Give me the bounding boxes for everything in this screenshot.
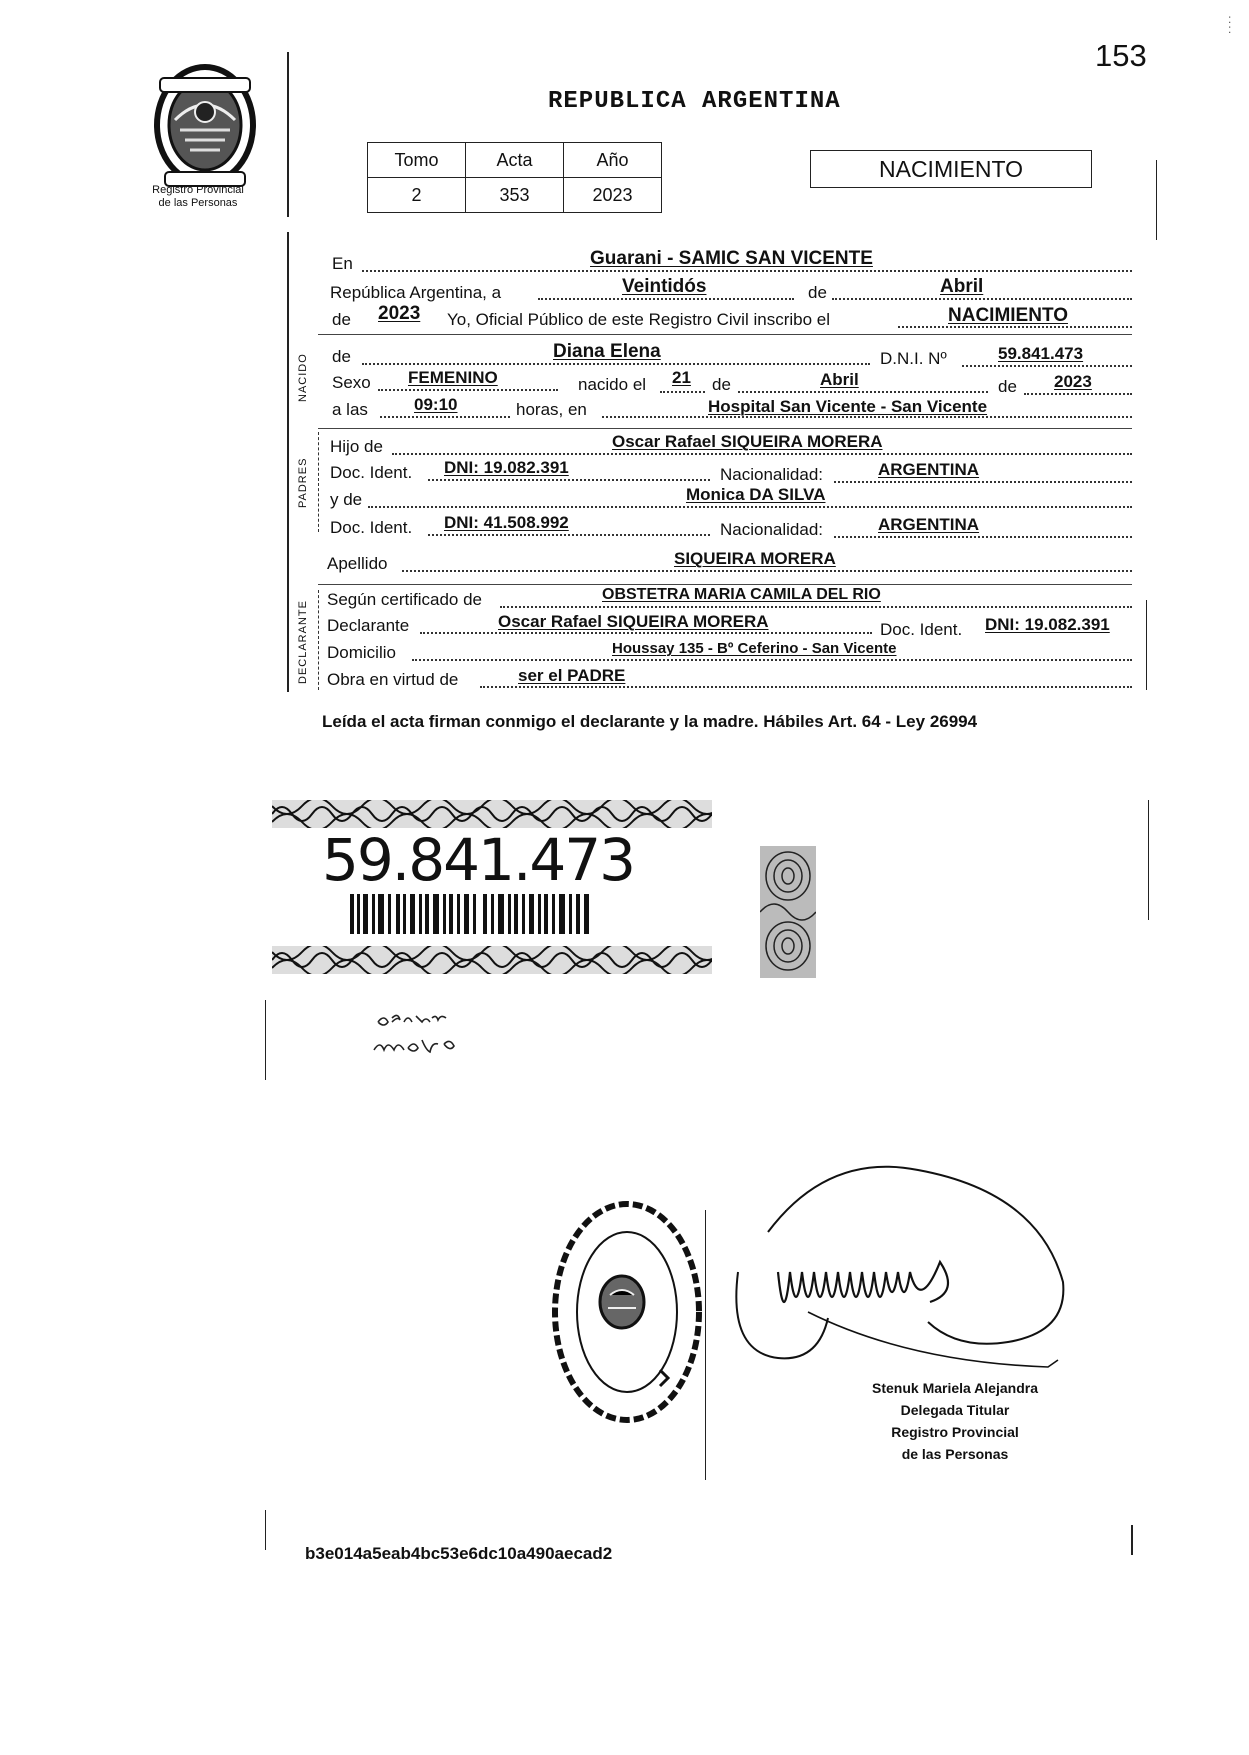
delegate-signature: [708, 1162, 1088, 1382]
corner-marks: : :: [1228, 12, 1232, 36]
hologram-security-mark: [760, 846, 816, 978]
dotted-line: [420, 632, 872, 634]
dotted-line: [1024, 393, 1132, 395]
yde-label: y de: [330, 490, 363, 509]
certificado-value: OBSTETRA MARIA CAMILA DEL RIO: [602, 586, 881, 603]
year-value: 2023: [378, 303, 421, 324]
security-band-top: [272, 800, 712, 828]
legal-note: Leída el acta firman conmigo el declarante y la madre. Hábiles Art. 64 - Ley 26994: [322, 712, 978, 731]
official-stamp: [540, 1190, 715, 1435]
declarante-bracket: [318, 590, 319, 690]
record-header-row: [368, 143, 662, 178]
section-separator: [318, 334, 1132, 335]
dotted-line: [500, 606, 1132, 608]
doc-ident-label: Doc. Ident.: [330, 463, 413, 482]
dotted-line: [380, 416, 510, 418]
dotted-line: [538, 298, 794, 300]
record-table: [367, 142, 662, 213]
padres-bracket: [318, 432, 319, 532]
left-margin-line-bottom: [265, 1510, 266, 1550]
day-value: Veintidós: [622, 276, 707, 297]
dni-label: D.N.I. Nº: [880, 349, 947, 368]
dotted-line: [368, 506, 1132, 508]
declarante-value: Oscar Rafael SIQUEIRA MORERA: [498, 612, 769, 631]
declarante-doc-label: Doc. Ident.: [880, 620, 963, 639]
madre-doc: DNI: 41.508.992: [444, 513, 569, 532]
record-value-tomo: 2: [368, 178, 466, 213]
month-value: Abril: [940, 276, 984, 297]
dotted-line: [362, 270, 1132, 272]
domicilio-value: Houssay 135 - Bº Ceferino - San Vicente: [612, 640, 897, 657]
handwritten-signatures: [372, 1000, 482, 1070]
side-label-padres: PADRES: [297, 457, 309, 508]
horas-en-label: horas, en: [516, 400, 587, 419]
en-label: En: [332, 254, 353, 273]
signature-role: Delegada Titular: [900, 1402, 1010, 1418]
hijo-label: Hijo de: [330, 437, 383, 456]
dotted-line: [412, 659, 1132, 661]
nacionalidad-label: Nacionalidad:: [720, 520, 824, 539]
record-type-box: NACIMIENTO: [810, 150, 1092, 188]
signature-block: [840, 1377, 1070, 1465]
side-label-nacido: NACIDO: [297, 353, 309, 402]
birth-year: 2023: [1054, 372, 1092, 391]
certificado-label: Según certificado de: [327, 590, 482, 609]
obra-value: ser el PADRE: [518, 666, 626, 685]
dotted-line: [962, 365, 1132, 367]
left-margin-line: [287, 52, 289, 217]
padre-value: Oscar Rafael SIQUEIRA MORERA: [612, 432, 883, 451]
name-value: Diana Elena: [553, 341, 661, 362]
right-margin-line-2: [1146, 600, 1147, 690]
left-margin-line-lower: [265, 1000, 266, 1080]
dotted-line: [378, 389, 558, 391]
declarante-label: Declarante: [327, 616, 410, 635]
de2-label: de: [332, 310, 351, 329]
dotted-line: [428, 479, 710, 481]
right-margin-line-3: [1148, 800, 1149, 920]
dotted-line: [834, 536, 1132, 538]
section-separator: [318, 584, 1132, 585]
barcode: [350, 894, 590, 934]
dotted-line: [834, 481, 1132, 483]
birth-day: 21: [672, 368, 691, 387]
apellido-label: Apellido: [327, 554, 388, 573]
side-label-declarante: DECLARANTE: [297, 600, 309, 684]
dotted-line: [392, 453, 1132, 455]
lugar-value: Hospital San Vicente - San Vicente: [708, 397, 988, 416]
a-las-label: a las: [332, 400, 368, 419]
security-band-bottom: [272, 946, 712, 974]
record-value-acta: 353: [466, 178, 564, 213]
dotted-line: [738, 391, 988, 393]
padre-doc: DNI: 19.082.391: [444, 458, 569, 477]
birth-de2-label: de: [998, 377, 1017, 396]
record-value-ano: 2023: [564, 178, 662, 213]
domicilio-label: Domicilio: [327, 643, 396, 662]
padre-nac: ARGENTINA: [878, 460, 980, 479]
sexo-label: Sexo: [332, 373, 371, 392]
dotted-line: [362, 363, 870, 365]
doc-ident-label: Doc. Ident.: [330, 518, 413, 537]
left-margin-line-form: [287, 232, 289, 692]
signature-name: Stenuk Mariela Alejandra: [872, 1380, 1038, 1396]
birth-de-label: de: [712, 375, 731, 394]
record-header-ano: Año: [564, 143, 662, 178]
dotted-line: [832, 298, 1132, 300]
document-hash: b3e014a5eab4bc53e6dc10a490aecad2: [305, 1544, 613, 1563]
document-title: REPUBLICA ARGENTINA: [548, 88, 841, 115]
inscribo-value: NACIMIENTO: [948, 305, 1068, 326]
hora-value: 09:10: [414, 395, 458, 414]
dotted-line: [480, 686, 1132, 688]
en-value: Guarani - SAMIC SAN VICENTE: [590, 248, 873, 269]
security-dni-number: 59.841.473: [322, 826, 635, 894]
nacionalidad-label: Nacionalidad:: [720, 465, 824, 484]
right-margin-line-4: [1131, 1525, 1133, 1555]
republica-label: República Argentina, a: [330, 283, 502, 302]
page-number: 153: [1095, 38, 1147, 73]
signature-org-line1: Registro Provincial: [891, 1424, 1019, 1440]
signature-org-line2: de las Personas: [901, 1446, 1009, 1462]
section-separator: [318, 428, 1132, 429]
record-header-tomo: Tomo: [368, 143, 466, 178]
dotted-line: [660, 391, 705, 393]
de-label: de: [808, 283, 827, 302]
madre-value: Monica DA SILVA: [686, 485, 826, 504]
sexo-value: FEMENINO: [408, 368, 498, 387]
obra-label: Obra en virtud de: [327, 670, 459, 689]
logo-caption: Registro Provincial de las Personas: [152, 184, 244, 209]
name-label: de: [332, 347, 351, 366]
right-margin-line-1: [1156, 160, 1157, 240]
dni-value: 59.841.473: [998, 344, 1084, 363]
dotted-line: [428, 534, 710, 536]
nacido-el-label: nacido el: [578, 375, 647, 394]
madre-nac: ARGENTINA: [878, 515, 980, 534]
record-header-acta: Acta: [466, 143, 564, 178]
provincial-seal-logo: [140, 60, 270, 190]
record-value-row: [368, 178, 662, 213]
birth-month: Abril: [820, 370, 859, 389]
dotted-line: [402, 570, 1132, 572]
oficial-label: Yo, Oficial Público de este Registro Civil inscribo el: [447, 310, 830, 329]
apellido-value: SIQUEIRA MORERA: [674, 549, 836, 568]
declarante-doc: DNI: 19.082.391: [985, 615, 1110, 634]
